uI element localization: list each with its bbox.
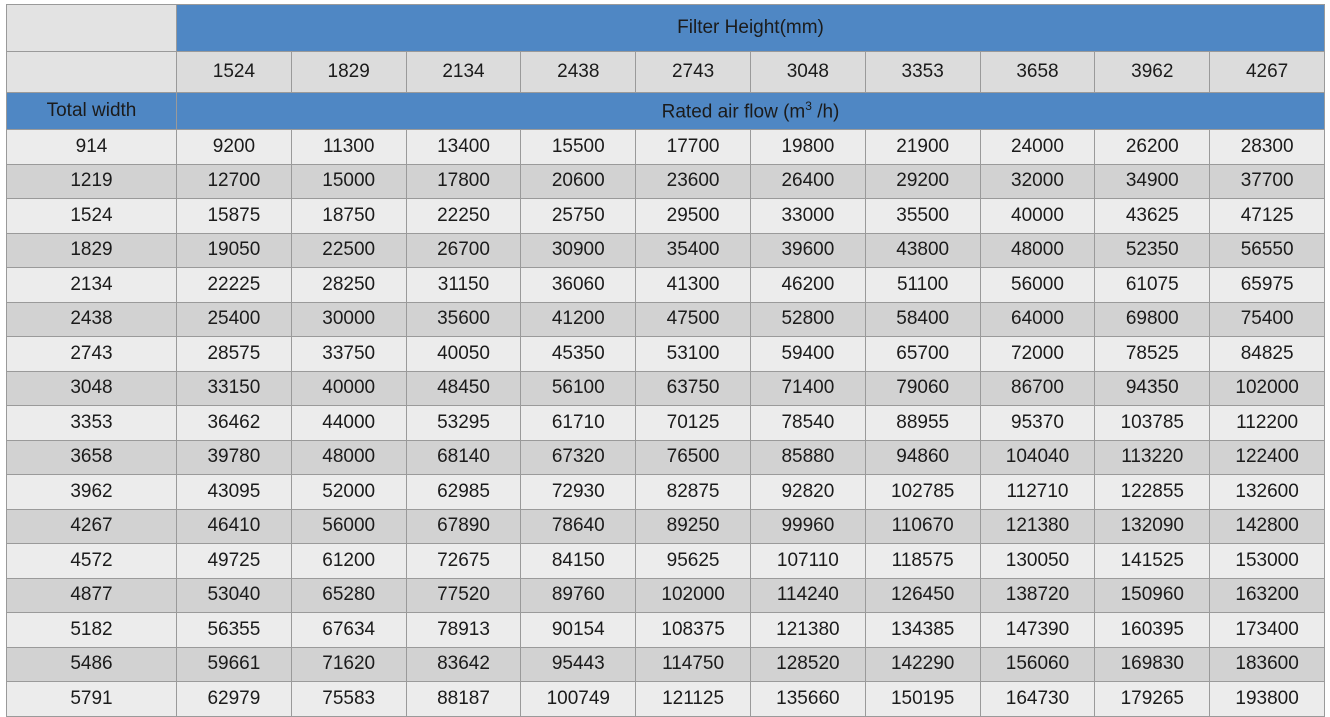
air-flow-cell: 77520 [406, 578, 521, 613]
air-flow-cell: 26700 [406, 233, 521, 268]
air-flow-cell: 31150 [406, 268, 521, 303]
air-flow-cell: 95370 [980, 406, 1095, 441]
air-flow-cell: 28250 [291, 268, 406, 303]
air-flow-cell: 138720 [980, 578, 1095, 613]
air-flow-cell: 164730 [980, 682, 1095, 717]
air-flow-cell: 35600 [406, 302, 521, 337]
total-width-cell: 1524 [7, 199, 177, 234]
table-row [7, 544, 1325, 579]
air-flow-cell: 47500 [636, 302, 751, 337]
air-flow-cell: 41300 [636, 268, 751, 303]
air-flow-cell: 94350 [1095, 371, 1210, 406]
air-flow-cell: 67890 [406, 509, 521, 544]
air-flow-cell: 56000 [980, 268, 1095, 303]
air-flow-cell: 21900 [865, 130, 980, 165]
air-flow-cell: 52000 [291, 475, 406, 510]
air-flow-cell: 132600 [1210, 475, 1325, 510]
air-flow-cell: 13400 [406, 130, 521, 165]
corner-blank-cell-2 [7, 52, 177, 93]
air-flow-cell: 72000 [980, 337, 1095, 372]
header-row-filter-height-values [7, 52, 1325, 93]
air-flow-cell: 112200 [1210, 406, 1325, 441]
air-flow-cell: 121380 [980, 509, 1095, 544]
rated-air-flow-label [177, 93, 1325, 130]
air-flow-cell: 103785 [1095, 406, 1210, 441]
air-flow-cell: 63750 [636, 371, 751, 406]
air-flow-cell: 48000 [291, 440, 406, 475]
air-flow-cell: 114240 [750, 578, 865, 613]
air-flow-cell: 67634 [291, 613, 406, 648]
air-flow-cell: 18750 [291, 199, 406, 234]
air-flow-cell: 39600 [750, 233, 865, 268]
air-flow-cell: 88955 [865, 406, 980, 441]
filter-height-col-1: 1524 [177, 52, 292, 93]
filter-height-col-7: 3353 [865, 52, 980, 93]
air-flow-cell: 128520 [750, 647, 865, 682]
air-flow-cell: 33150 [177, 371, 292, 406]
air-flow-cell: 36462 [177, 406, 292, 441]
air-flow-cell: 49725 [177, 544, 292, 579]
air-flow-cell: 132090 [1095, 509, 1210, 544]
air-flow-cell: 12700 [177, 164, 292, 199]
air-flow-cell: 47125 [1210, 199, 1325, 234]
air-flow-cell: 28575 [177, 337, 292, 372]
total-width-cell: 2134 [7, 268, 177, 303]
air-flow-cell: 32000 [980, 164, 1095, 199]
air-flow-cell: 59400 [750, 337, 865, 372]
air-flow-cell: 64000 [980, 302, 1095, 337]
air-flow-cell: 36060 [521, 268, 636, 303]
filter-height-col-8: 3658 [980, 52, 1095, 93]
table-header [7, 5, 1325, 130]
rated-air-flow-suffix: /h) [811, 101, 840, 123]
air-flow-cell: 40050 [406, 337, 521, 372]
table-row [7, 613, 1325, 648]
air-flow-cell: 56355 [177, 613, 292, 648]
air-flow-cell: 15875 [177, 199, 292, 234]
total-width-cell: 3353 [7, 406, 177, 441]
air-flow-cell: 84825 [1210, 337, 1325, 372]
air-flow-cell: 79060 [865, 371, 980, 406]
air-flow-cell: 62985 [406, 475, 521, 510]
table-row [7, 164, 1325, 199]
air-flow-cell: 86700 [980, 371, 1095, 406]
air-flow-cell: 22250 [406, 199, 521, 234]
table-row [7, 475, 1325, 510]
air-flow-cell: 113220 [1095, 440, 1210, 475]
table-row [7, 509, 1325, 544]
total-width-cell: 5486 [7, 647, 177, 682]
air-flow-cell: 83642 [406, 647, 521, 682]
total-width-cell: 4572 [7, 544, 177, 579]
air-flow-cell: 153000 [1210, 544, 1325, 579]
air-flow-cell: 23600 [636, 164, 751, 199]
air-flow-cell: 17700 [636, 130, 751, 165]
table-row [7, 302, 1325, 337]
air-flow-cell: 108375 [636, 613, 751, 648]
air-flow-cell: 45350 [521, 337, 636, 372]
air-flow-cell: 75400 [1210, 302, 1325, 337]
corner-blank-cell [7, 5, 177, 52]
air-flow-cell: 173400 [1210, 613, 1325, 648]
table-row [7, 406, 1325, 441]
air-flow-cell: 56550 [1210, 233, 1325, 268]
filter-height-col-5: 2743 [636, 52, 751, 93]
air-flow-cell: 150960 [1095, 578, 1210, 613]
air-flow-cell: 61710 [521, 406, 636, 441]
air-flow-cell: 68140 [406, 440, 521, 475]
air-flow-cell: 78525 [1095, 337, 1210, 372]
air-flow-cell: 89250 [636, 509, 751, 544]
air-flow-cell: 58400 [865, 302, 980, 337]
air-flow-cell: 183600 [1210, 647, 1325, 682]
air-flow-cell: 53040 [177, 578, 292, 613]
air-flow-cell: 29200 [865, 164, 980, 199]
air-flow-cell: 90154 [521, 613, 636, 648]
air-flow-cell: 100749 [521, 682, 636, 717]
air-flow-cell: 71400 [750, 371, 865, 406]
air-flow-cell: 67320 [521, 440, 636, 475]
air-flow-cell: 130050 [980, 544, 1095, 579]
table-row [7, 199, 1325, 234]
air-flow-cell: 44000 [291, 406, 406, 441]
air-flow-cell: 121380 [750, 613, 865, 648]
air-flow-cell: 56000 [291, 509, 406, 544]
air-flow-cell: 65975 [1210, 268, 1325, 303]
air-flow-cell: 46410 [177, 509, 292, 544]
air-flow-cell: 147390 [980, 613, 1095, 648]
air-flow-cell: 142290 [865, 647, 980, 682]
air-flow-cell: 15000 [291, 164, 406, 199]
table-row [7, 647, 1325, 682]
total-width-cell: 3048 [7, 371, 177, 406]
air-flow-cell: 24000 [980, 130, 1095, 165]
air-flow-cell: 40000 [291, 371, 406, 406]
air-flow-cell: 112710 [980, 475, 1095, 510]
air-flow-cell: 141525 [1095, 544, 1210, 579]
air-flow-cell: 78540 [750, 406, 865, 441]
air-flow-cell: 61075 [1095, 268, 1210, 303]
total-width-cell: 5791 [7, 682, 177, 717]
header-row-rated-air-flow [7, 93, 1325, 130]
air-flow-cell: 102000 [1210, 371, 1325, 406]
table-row [7, 578, 1325, 613]
air-flow-cell: 72675 [406, 544, 521, 579]
table-row [7, 233, 1325, 268]
air-flow-cell: 19800 [750, 130, 865, 165]
air-flow-cell: 160395 [1095, 613, 1210, 648]
filter-height-col-9: 3962 [1095, 52, 1210, 93]
air-flow-cell: 69800 [1095, 302, 1210, 337]
air-flow-cell: 59661 [177, 647, 292, 682]
air-flow-cell: 29500 [636, 199, 751, 234]
total-width-cell: 2438 [7, 302, 177, 337]
air-flow-cell: 84150 [521, 544, 636, 579]
air-flow-cell: 41200 [521, 302, 636, 337]
air-flow-cell: 39780 [177, 440, 292, 475]
air-flow-cell: 169830 [1095, 647, 1210, 682]
air-flow-cell: 53100 [636, 337, 751, 372]
rated-air-flow-exponent: 3 [805, 98, 812, 113]
air-flow-cell: 43095 [177, 475, 292, 510]
air-flow-cell: 114750 [636, 647, 751, 682]
air-flow-cell: 92820 [750, 475, 865, 510]
air-flow-cell: 118575 [865, 544, 980, 579]
air-flow-cell: 11300 [291, 130, 406, 165]
air-flow-cell: 85880 [750, 440, 865, 475]
total-width-cell: 3962 [7, 475, 177, 510]
air-flow-cell: 62979 [177, 682, 292, 717]
air-flow-cell: 19050 [177, 233, 292, 268]
air-flow-cell: 121125 [636, 682, 751, 717]
air-flow-cell: 51100 [865, 268, 980, 303]
air-flow-cell: 43625 [1095, 199, 1210, 234]
air-flow-cell: 34900 [1095, 164, 1210, 199]
air-flow-cell: 33000 [750, 199, 865, 234]
air-flow-cell: 156060 [980, 647, 1095, 682]
air-flow-cell: 70125 [636, 406, 751, 441]
air-flow-cell: 193800 [1210, 682, 1325, 717]
air-flow-cell: 46200 [750, 268, 865, 303]
air-flow-cell: 48450 [406, 371, 521, 406]
air-flow-cell: 88187 [406, 682, 521, 717]
air-flow-cell: 30000 [291, 302, 406, 337]
air-flow-cell: 52800 [750, 302, 865, 337]
air-flow-cell: 25400 [177, 302, 292, 337]
air-flow-cell: 102785 [865, 475, 980, 510]
filter-height-col-4: 2438 [521, 52, 636, 93]
air-flow-cell: 95625 [636, 544, 751, 579]
total-width-label: Total width [7, 93, 177, 130]
air-flow-cell: 15500 [521, 130, 636, 165]
total-width-cell: 3658 [7, 440, 177, 475]
air-flow-cell: 110670 [865, 509, 980, 544]
air-flow-cell: 17800 [406, 164, 521, 199]
total-width-cell: 1829 [7, 233, 177, 268]
table-row [7, 268, 1325, 303]
air-flow-cell: 65280 [291, 578, 406, 613]
air-flow-cell: 122855 [1095, 475, 1210, 510]
air-flow-cell: 102000 [636, 578, 751, 613]
air-flow-cell: 179265 [1095, 682, 1210, 717]
air-flow-cell: 135660 [750, 682, 865, 717]
air-flow-cell: 150195 [865, 682, 980, 717]
air-flow-cell: 26400 [750, 164, 865, 199]
air-flow-cell: 65700 [865, 337, 980, 372]
air-flow-cell: 142800 [1210, 509, 1325, 544]
air-flow-cell: 126450 [865, 578, 980, 613]
air-flow-cell: 30900 [521, 233, 636, 268]
air-flow-cell: 99960 [750, 509, 865, 544]
air-flow-cell: 107110 [750, 544, 865, 579]
air-flow-cell: 40000 [980, 199, 1095, 234]
table-row [7, 130, 1325, 165]
air-flow-cell: 43800 [865, 233, 980, 268]
air-flow-cell: 89760 [521, 578, 636, 613]
air-flow-cell: 78640 [521, 509, 636, 544]
air-flow-cell: 53295 [406, 406, 521, 441]
air-flow-cell: 28300 [1210, 130, 1325, 165]
air-flow-cell: 163200 [1210, 578, 1325, 613]
air-flow-cell: 122400 [1210, 440, 1325, 475]
header-row-filter-height [7, 5, 1325, 52]
total-width-cell: 2743 [7, 337, 177, 372]
air-flow-cell: 82875 [636, 475, 751, 510]
total-width-cell: 1219 [7, 164, 177, 199]
filter-height-col-10: 4267 [1210, 52, 1325, 93]
air-flow-cell: 56100 [521, 371, 636, 406]
air-flow-cell: 76500 [636, 440, 751, 475]
air-flow-cell: 35400 [636, 233, 751, 268]
air-flow-cell: 75583 [291, 682, 406, 717]
air-flow-cell: 48000 [980, 233, 1095, 268]
air-flow-cell: 61200 [291, 544, 406, 579]
table-row [7, 337, 1325, 372]
total-width-cell: 4267 [7, 509, 177, 544]
table-row [7, 371, 1325, 406]
air-flow-cell: 95443 [521, 647, 636, 682]
table-body [7, 130, 1325, 717]
air-flow-cell: 20600 [521, 164, 636, 199]
table-row [7, 440, 1325, 475]
air-flow-cell: 26200 [1095, 130, 1210, 165]
air-flow-cell: 71620 [291, 647, 406, 682]
air-flow-cell: 22225 [177, 268, 292, 303]
filter-height-col-2: 1829 [291, 52, 406, 93]
total-width-cell: 5182 [7, 613, 177, 648]
air-flow-cell: 37700 [1210, 164, 1325, 199]
air-flow-cell: 72930 [521, 475, 636, 510]
air-flow-cell: 94860 [865, 440, 980, 475]
air-flow-cell: 25750 [521, 199, 636, 234]
air-flow-cell: 9200 [177, 130, 292, 165]
air-flow-cell: 33750 [291, 337, 406, 372]
filter-height-title: Filter Height(mm) [177, 5, 1325, 52]
total-width-cell: 4877 [7, 578, 177, 613]
air-flow-cell: 52350 [1095, 233, 1210, 268]
total-width-cell: 914 [7, 130, 177, 165]
rated-air-flow-table [6, 4, 1325, 717]
rated-air-flow-prefix: Rated air flow (m [661, 101, 806, 123]
filter-height-col-6: 3048 [750, 52, 865, 93]
air-flow-cell: 104040 [980, 440, 1095, 475]
air-flow-cell: 134385 [865, 613, 980, 648]
table-row [7, 682, 1325, 717]
filter-height-col-3: 2134 [406, 52, 521, 93]
air-flow-cell: 22500 [291, 233, 406, 268]
air-flow-cell: 78913 [406, 613, 521, 648]
air-flow-cell: 35500 [865, 199, 980, 234]
